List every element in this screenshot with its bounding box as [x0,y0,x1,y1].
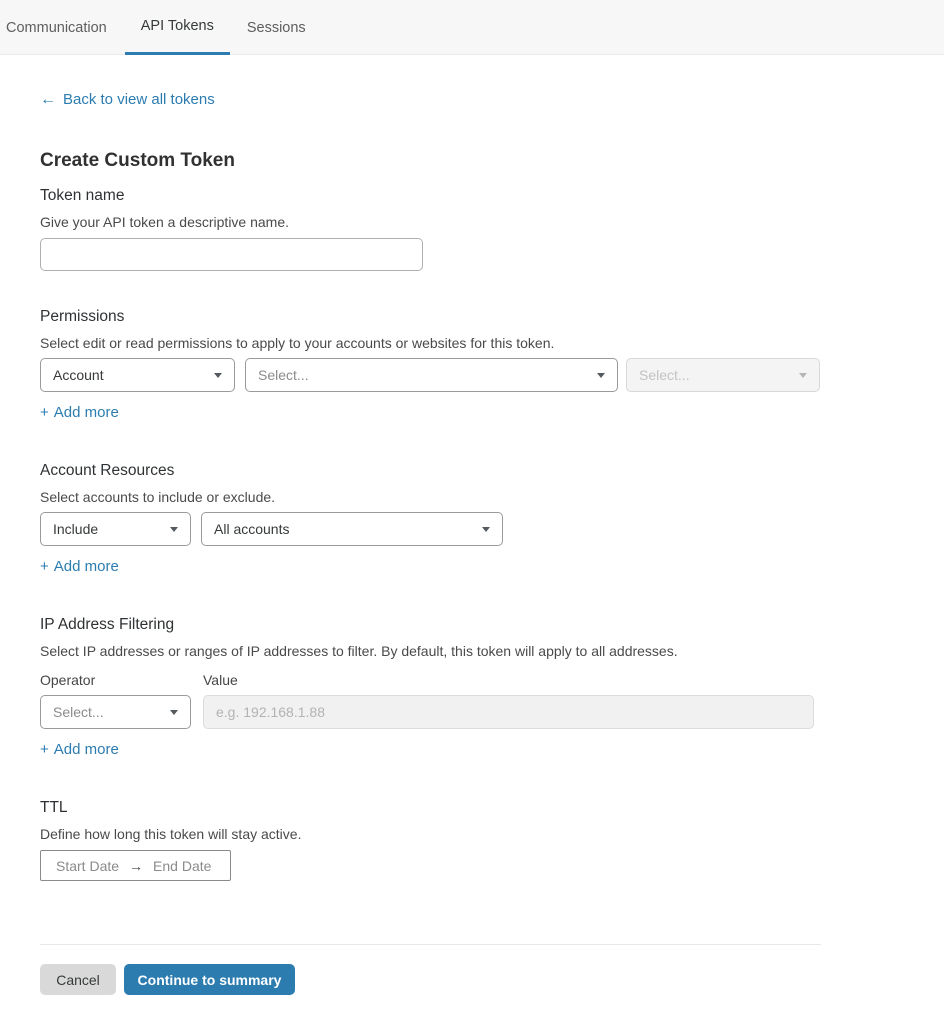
account-resources-add-more-link[interactable] [40,559,119,575]
account-resources-description: Select accounts to include or exclude. [40,489,276,505]
permission-group-placeholder: Select... [258,367,309,383]
chevron-down-icon [799,373,807,378]
back-link[interactable] [40,92,215,108]
section-ip-filtering [40,616,821,759]
token-name-description: Give your API token a descriptive name. [40,214,290,230]
section-permissions [40,308,821,422]
permissions-description: Select edit or read permissions to apply to your accounts or websites for this token. [40,335,555,351]
permission-access-placeholder: Select... [639,367,690,383]
add-more-label: Add more [53,404,119,421]
chevron-down-icon [170,527,178,532]
add-more-label: Add more [53,741,119,758]
ip-filtering-label: IP Address Filtering [40,616,175,633]
chevron-down-icon [482,527,490,532]
create-token-form [40,55,821,995]
plus-icon: + [40,741,49,758]
ip-filtering-sublabels [40,673,821,688]
ttl-label: TTL [40,799,68,816]
section-ttl [40,799,821,881]
plus-icon: + [40,404,49,421]
value-label: Value [203,672,238,688]
plus-icon: + [40,558,49,575]
ip-operator-select[interactable] [40,695,191,729]
operator-label: Operator [40,672,96,688]
tab-bar [0,0,944,55]
ip-filtering-row [40,695,821,729]
token-name-input[interactable] [40,238,423,271]
chevron-down-icon [214,373,222,378]
permissions-label: Permissions [40,308,125,325]
permission-scope-select[interactable] [40,358,235,392]
chevron-down-icon [170,710,178,715]
ip-value-input [203,695,814,729]
section-account-resources [40,462,821,576]
token-name-label: Token name [40,187,125,204]
resource-accounts-value: All accounts [214,521,290,537]
continue-to-summary-button[interactable]: Continue to summary [124,964,295,995]
tab-api-tokens[interactable]: API Tokens [125,0,230,55]
footer-divider [40,944,821,945]
resource-mode-value: Include [53,521,99,537]
permission-group-select[interactable] [245,358,618,392]
section-token-name [40,187,821,271]
ip-filtering-add-more-link[interactable] [40,742,119,758]
permissions-row [40,358,821,392]
resource-accounts-select[interactable] [201,512,503,546]
tab-sessions[interactable]: Sessions [246,19,306,36]
ip-filtering-description: Select IP addresses or ranges of IP addresses to filter. By default, this token will apply to all addresses. [40,643,678,659]
back-arrow-icon: ← [40,91,56,108]
arrow-right-icon: → [129,857,144,874]
start-date-placeholder: Start Date [56,857,120,874]
permissions-add-more-link[interactable] [40,405,119,421]
footer-actions [40,964,821,995]
page-title: Create Custom Token [40,150,235,171]
account-resources-label: Account Resources [40,462,175,479]
permission-access-select [626,358,820,392]
chevron-down-icon [597,373,605,378]
ttl-description: Define how long this token will stay active. [40,826,302,842]
end-date-placeholder: End Date [153,857,212,874]
tab-communication[interactable]: Communication [6,19,107,36]
account-resources-row [40,512,821,546]
back-link-label: Back to view all tokens [63,91,215,108]
cancel-button[interactable]: Cancel [40,964,116,995]
add-more-label: Add more [53,558,119,575]
permission-scope-value: Account [53,367,104,383]
ttl-date-range-picker[interactable] [40,850,231,881]
ip-operator-placeholder: Select... [53,704,104,720]
resource-mode-select[interactable] [40,512,191,546]
